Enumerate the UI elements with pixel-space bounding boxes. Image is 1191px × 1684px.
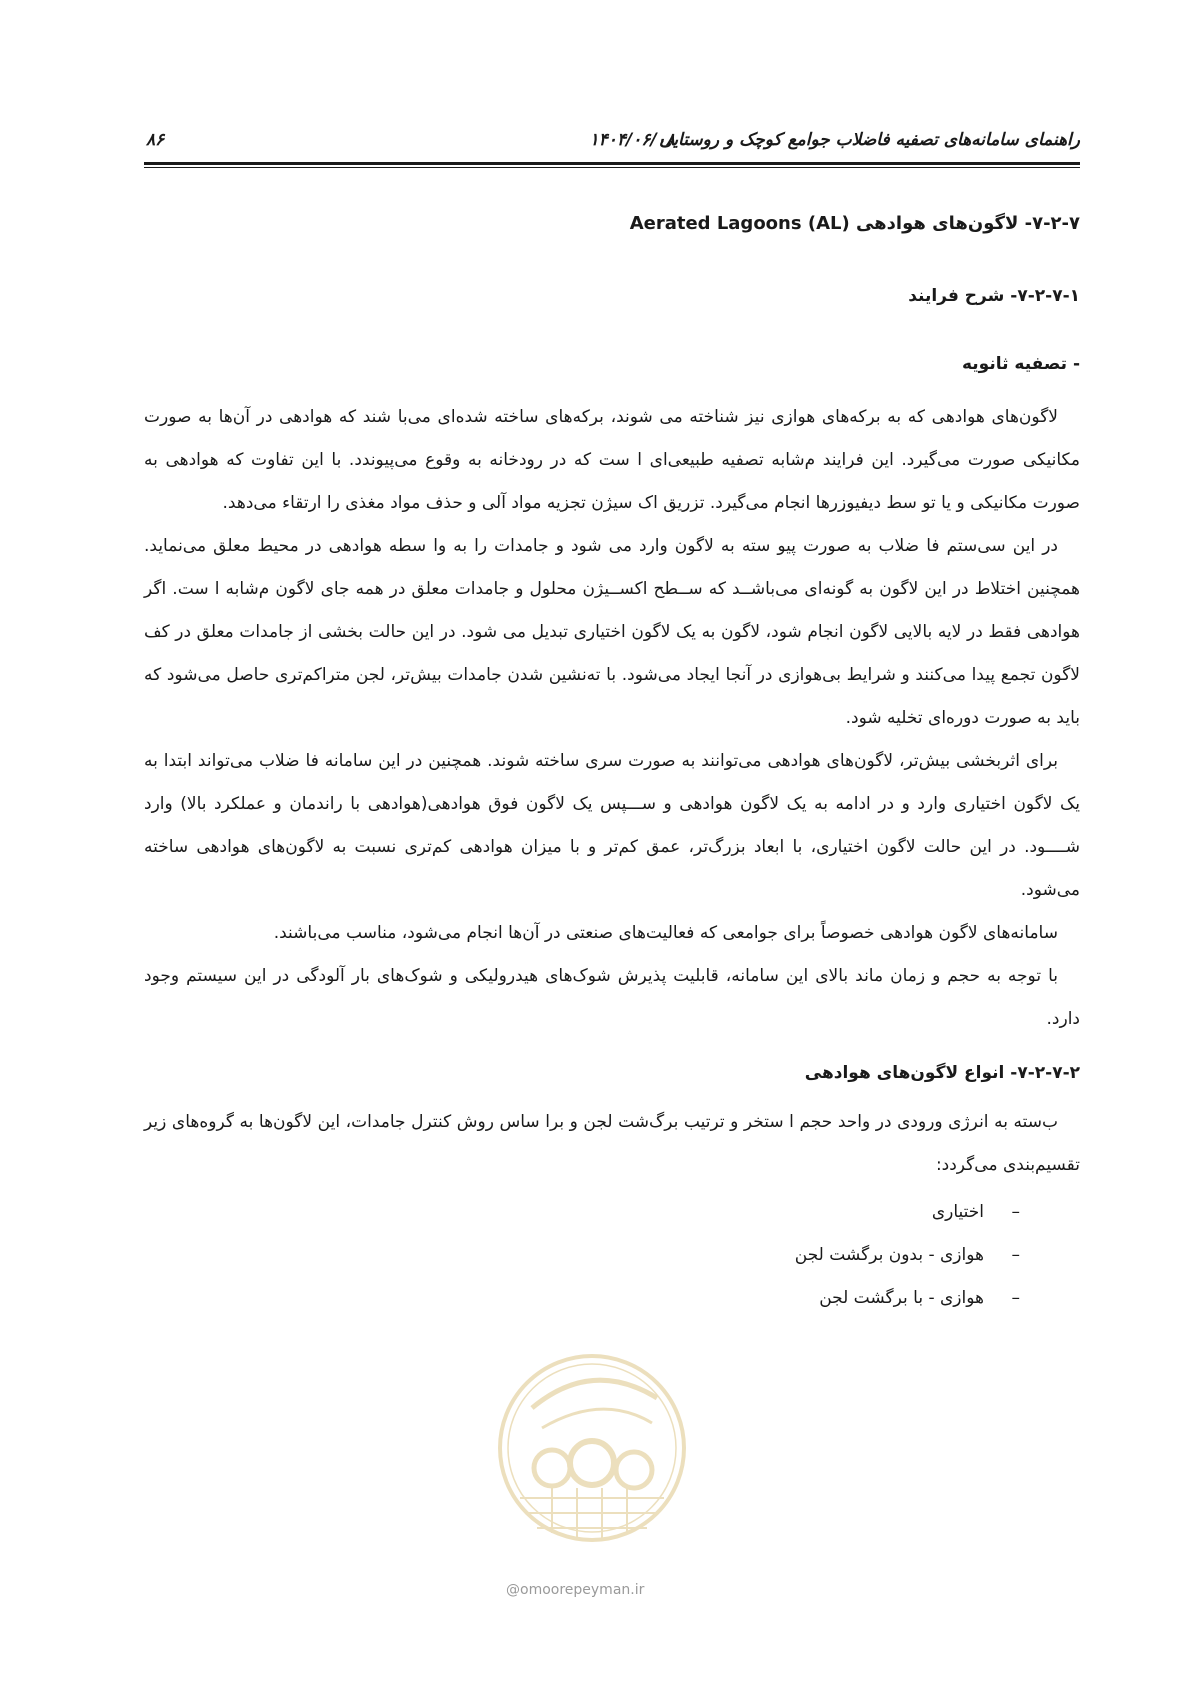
paragraph: ب‌سته به انرژی ورودی در واحد حجم ا ستخر و ترتیب برگ‌شت لجن و برا ساس روش کنترل جامدات، این لاگون‌ها به گروه‌های زیر تقسیم‌بندی می‌گردد: — [144, 1112, 1080, 1175]
list-item: –هوازی - با برگشت لجن — [819, 1288, 1020, 1308]
subsection-heading-1: ۷-۲-۷-۱- شرح فرایند — [908, 286, 1080, 306]
header-title: راهنمای سامانه‌های تصفیه فاضلاب جوامع کوچک و روستایی — [659, 130, 1080, 150]
watermark-logo — [492, 1338, 692, 1578]
paragraph: برای اثربخشی بیش‌تر، لاگون‌های هوادهی می‌توانند به صورت سری ساخته شوند. همچنین در این سامانه فا ضلاب می‌تواند ابتدا به یک لاگون اختیاری وارد و در ادامه به یک لاگون هوادهی و ســـپس یک لاگون فوق هوادهی(هوادهی با راندمان و عملکرد بالا) وارد شــــود. در این حالت لاگون اختیاری، با ابعاد بزرگ‌تر، عمق کم‌تر و با میزان هوادهی کم‌تری نسبت به لاگون‌های هوادهی ساخته می‌شود. — [144, 751, 1080, 900]
paragraph: با توجه به حجم و زمان ماند بالای این سامانه، قابلیت پذیرش شوک‌های هیدرولیکی و شوک‌های بار آلودگی در این سیستم وجود دارد. — [144, 966, 1080, 1029]
list-item-text: اختیاری — [931, 1202, 984, 1222]
header-rule — [144, 162, 1080, 165]
paragraph: در این سی‌ستم فا ضلاب به صورت پیو سته به لاگون وارد می شود و جامدات را به وا سطه هوادهی در محیط معلق می‌نماید. همچنین اختلاط در این لاگون به گونه‌ای می‌باشــد که ســطح اکســیژن محلول و جامدات معلق در همه جای لاگون م‌شابه ا ست. اگر هوادهی فقط در لایه بالایی لاگون انجام شود، لاگون به یک لاگون اختیاری تبدیل می شود. در این حالت بخشی از جامدات معلق در کف لاگون تجمع پیدا می‌کنند و شرایط بی‌هوازی در آنجا ایجاد می‌شود. با ته‌نشین شدن جامدات بیش‌تر، لجن متراکم‌تری حاصل می‌شود که باید به صورت دوره‌ای تخلیه شود. — [144, 536, 1080, 728]
section-heading: ۷-۲-۷- لاگون‌های هوادهی Aerated Lagoons (AL) — [629, 213, 1080, 234]
list-item: –هوازی - بدون برگشت لجن — [794, 1245, 1020, 1265]
paragraph: لاگون‌های هوادهی که به برکه‌های هوازی نیز شناخته می شوند، برکه‌های ساخته شده‌ای می‌با شند که هوادهی در آن‌ها به صورت مکانیکی صورت می‌گیرد. این فرایند م‌شابه تصفیه طبیعی‌ای ا ست که در رودخانه به وقوع می‌پیوندد. با این تفاوت که هوادهی به صورت مکانیکی و یا تو سط دیفیوزرها انجام می‌گیرد. تزریق اک سیژن تجزیه مواد آلی و حذف مواد مغذی را ارتقاء می‌دهد. — [144, 407, 1080, 513]
page-header — [144, 122, 1080, 162]
list-item-text: هوازی - بدون برگشت لجن — [794, 1245, 984, 1265]
paragraph: سامانه‌های لاگون هوادهی خصوصاً برای جوامعی که فعالیت‌های صنعتی در آن‌ها انجام می‌شود، مناسب می‌باشند. — [273, 923, 1058, 943]
main-content — [144, 210, 1080, 1320]
list-item: –اختیاری — [931, 1202, 1020, 1222]
watermark-caption: @omoorepeyman.ir — [506, 1582, 645, 1598]
page-number: ۸۶ — [146, 130, 165, 150]
bullet-list — [144, 1191, 1080, 1320]
subsection-heading-2: ۷-۲-۷-۲- انواع لاگون‌های هوادهی — [804, 1063, 1080, 1083]
minor-heading: - تصفیه ثانویه — [961, 354, 1080, 374]
header-date: ۱۴۰۴/۰۶/۰۸ — [589, 130, 675, 150]
header-rule-thin — [144, 167, 1080, 168]
list-item-text: هوازی - با برگشت لجن — [819, 1288, 984, 1308]
